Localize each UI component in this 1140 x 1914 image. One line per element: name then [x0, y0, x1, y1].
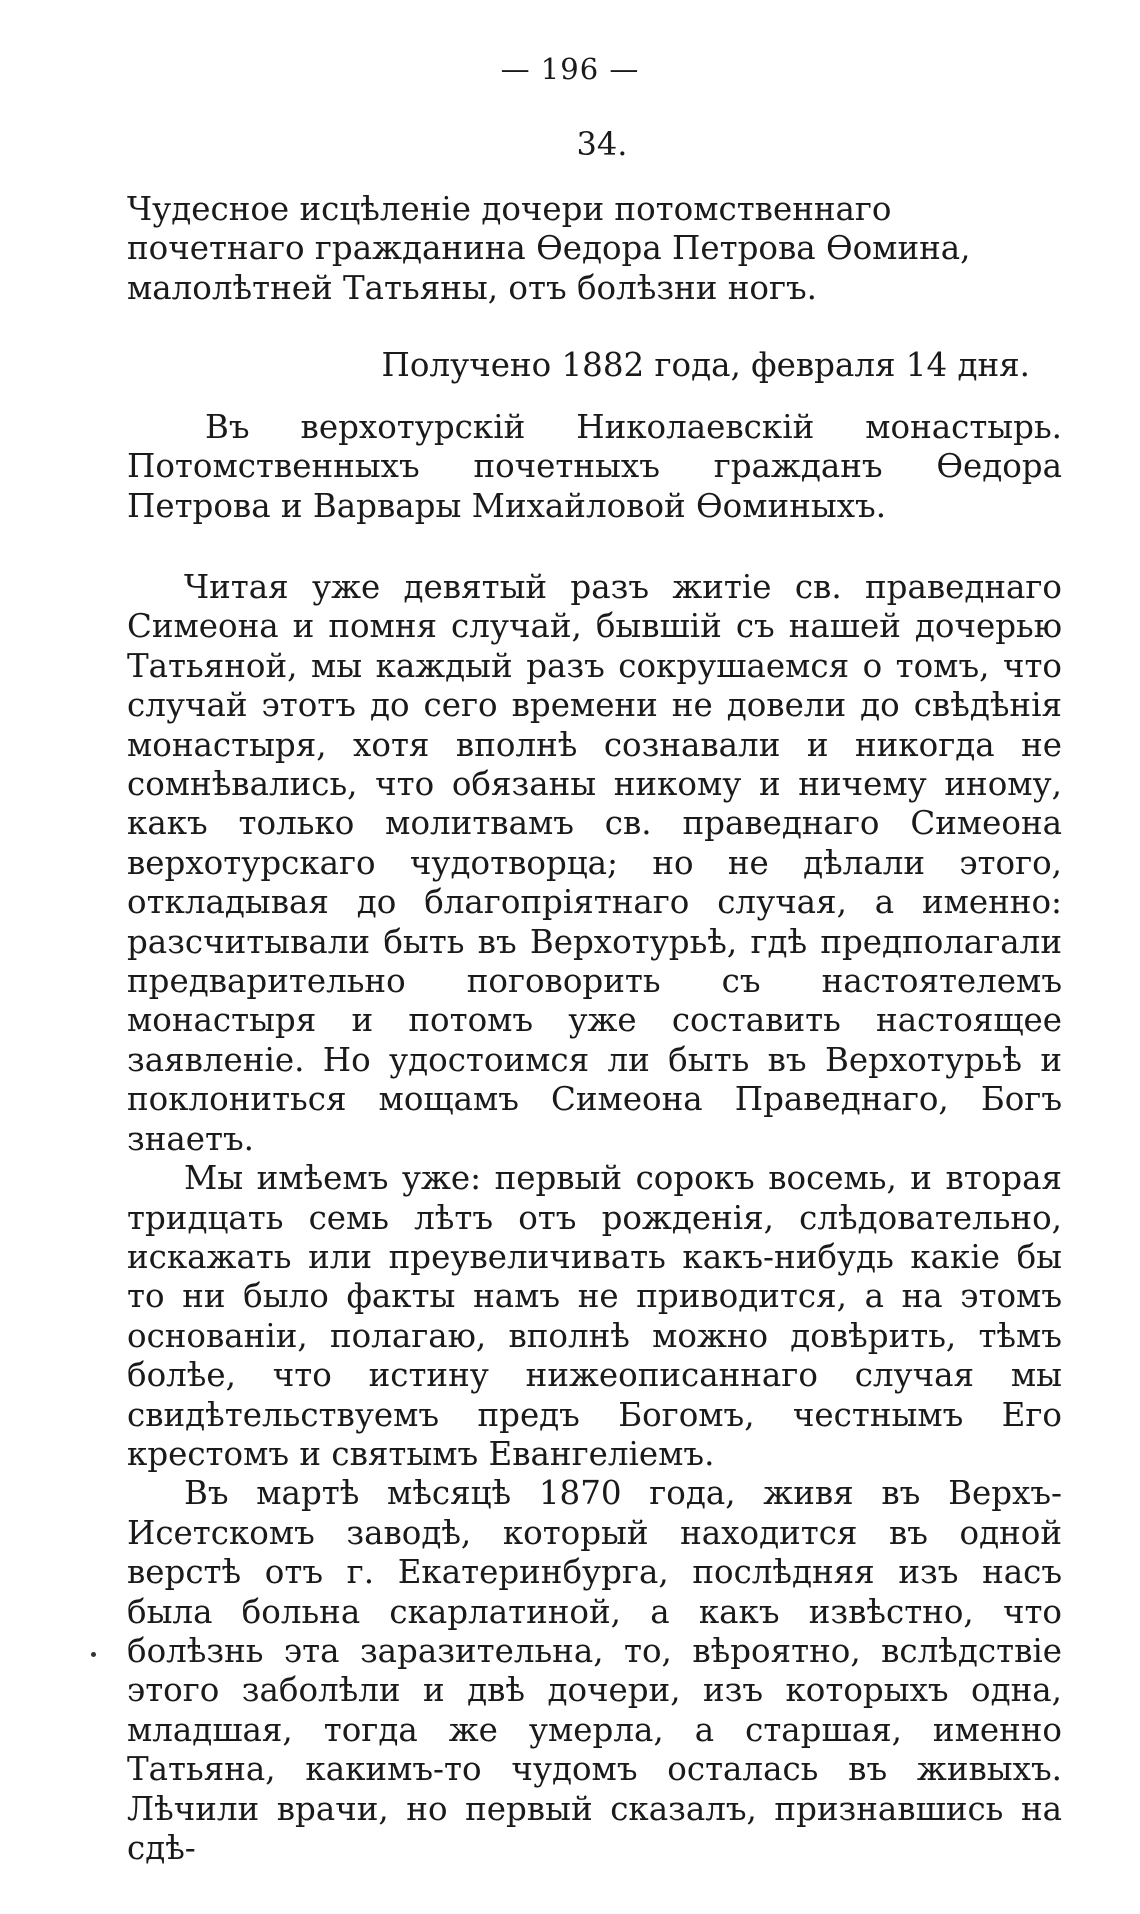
letter-address — [127, 408, 1062, 526]
received-date-line: Получено 1882 года, февраля 14 дня. — [381, 346, 1030, 384]
letter-body — [127, 568, 1062, 1868]
chapter-title-text: Чудесное исцѣленіе дочери потомственнаго почетнаго гражданина Ѳедора Петрова Ѳомина, малолѣтней Татьяны, отъ болѣзни ногъ. — [127, 190, 971, 307]
chapter-title — [127, 190, 1062, 308]
margin-speck — [91, 1652, 96, 1657]
section-number: 34. — [576, 125, 628, 163]
paragraph: Читая уже девятый разъ житіе св. праведнаго Симеона и помня случай, бывшій съ нашей дочерью Татьяной, мы каждый разъ сокрушаемся о томъ, что случай этотъ до сего времени не довели до свѣдѣнія монастыря, хотя вполнѣ сознавали и никогда не сомнѣвались, что обязаны никому и ничему иному, какъ только молитвамъ св. праведнаго Симеона верхотурскаго чудотворца; но не дѣлали этого, откладывая до благопріятнаго случая, а именно: разсчитывали быть въ Верхотурьѣ, гдѣ предполагали предварительно поговорить съ настоятелемъ монастыря и потомъ уже составить настоящее заявленіе. Но удостоимся ли быть въ Верхотурьѣ и поклониться мощамъ Симеона Праведнаго, Богъ знаетъ. — [127, 568, 1062, 1158]
letter-address-text: Въ верхотурскій Николаевскій монастырь. Потомственныхъ почетныхъ гражданъ Ѳедора Петрова и Варвары Михайловой Ѳоминыхъ. — [127, 408, 1062, 525]
paragraph: Въ мартѣ мѣсяцѣ 1870 года, живя въ Верхъ-Исетскомъ заводѣ, который находится въ одной верстѣ отъ г. Екатеринбурга, послѣдняя изъ насъ была больна скарлатиной, а какъ извѣстно, что болѣзнь эта заразительна, то, вѣроятно, вслѣдствіе этого заболѣли и двѣ дочери, изъ которыхъ одна, младшая, тогда же умерла, а старшая, именно Татьяна, какимъ-то чудомъ осталась въ живыхъ. Лѣчили врачи, но первый сказалъ, признавшись на сдѣ- — [127, 1474, 1062, 1867]
page-number: — 196 — — [500, 52, 640, 86]
paragraph: Мы имѣемъ уже: первый сорокъ восемь, и вторая тридцать семь лѣтъ отъ рожденія, слѣдовательно, искажать или преувеличивать какъ-нибудь какіе бы то ни было факты намъ не приводится, а на этомъ основаніи, полагаю, вполнѣ можно довѣрить, тѣмъ болѣе, что истину нижеописаннаго случая мы свидѣтельствуемъ предъ Богомъ, честнымъ Его крестомъ и святымъ Евангеліемъ. — [127, 1159, 1062, 1473]
